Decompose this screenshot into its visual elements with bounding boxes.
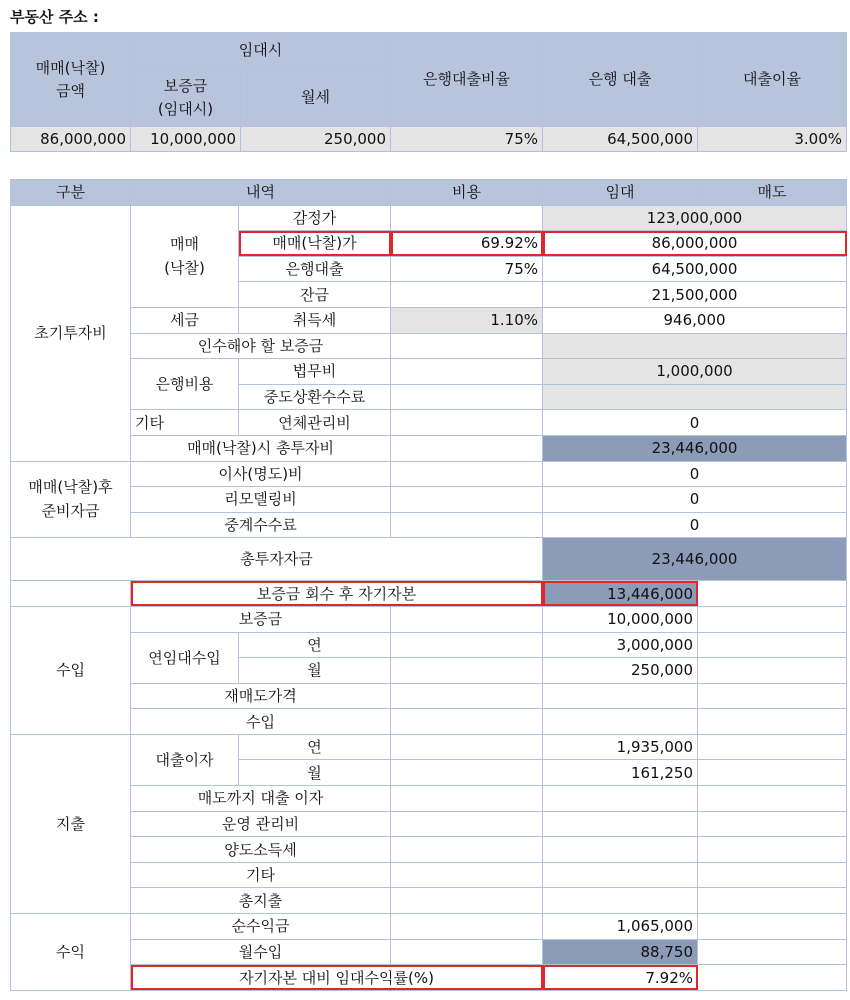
income-deposit-label: 보증금 xyxy=(131,606,391,632)
arrears-value: 0 xyxy=(543,410,847,436)
header-naeyeok: 내역 xyxy=(131,180,391,206)
arrears-label: 연체관리비 xyxy=(239,410,391,436)
group-annual-rent: 연임대수입 xyxy=(131,632,239,683)
expense-etc-cost xyxy=(391,862,543,888)
interest-until-sale-label: 매도까지 대출 이자 xyxy=(131,786,391,812)
remodel-value: 0 xyxy=(543,487,847,513)
early-repay-value xyxy=(543,384,847,410)
cap-gains-tax-value xyxy=(543,837,698,863)
legal-fee-value: 1,000,000 xyxy=(543,359,847,385)
expense-total-sale xyxy=(698,888,847,914)
rate-header: 대출이율 xyxy=(698,33,847,127)
group-income: 수입 xyxy=(11,606,131,734)
rate-value: 3.00% xyxy=(698,127,847,152)
page-title: 부동산 주소 : xyxy=(10,8,99,26)
cap-gains-tax-label: 양도소득세 xyxy=(131,837,391,863)
income-month-sale xyxy=(698,658,847,684)
net-profit-label: 순수익금 xyxy=(131,914,391,940)
interest-month-value: 161,250 xyxy=(543,760,698,786)
group-tax: 세금 xyxy=(131,307,239,333)
moving-label: 이사(명도)비 xyxy=(131,461,391,487)
roi-sale xyxy=(698,965,847,991)
equity-label: 보증금 회수 후 자기자본 xyxy=(131,581,543,607)
assumed-deposit-value xyxy=(543,333,847,359)
loan-value-main: 64,500,000 xyxy=(543,256,847,282)
net-profit-value: 1,065,000 xyxy=(543,914,698,940)
deposit-value: 10,000,000 xyxy=(131,127,241,152)
cap-gains-tax-sale xyxy=(698,837,847,863)
income-year-sale xyxy=(698,632,847,658)
interest-year-value: 1,935,000 xyxy=(543,734,698,760)
investment-table xyxy=(10,179,847,991)
interest-month-cost xyxy=(391,760,543,786)
brokerage-cost xyxy=(391,512,543,538)
resale-sale xyxy=(698,683,847,709)
net-profit-sale xyxy=(698,914,847,940)
header-gubun: 구분 xyxy=(11,180,131,206)
early-repay-cost xyxy=(391,384,543,410)
loan-header: 은행 대출 xyxy=(543,33,698,127)
income-year-value: 3,000,000 xyxy=(543,632,698,658)
price-value: 86,000,000 xyxy=(11,127,131,152)
balance-value: 21,500,000 xyxy=(543,282,847,308)
loan-ratio-value: 75% xyxy=(391,127,543,152)
lease-header: 임대시 xyxy=(131,33,391,69)
income-total-sale xyxy=(698,709,847,735)
remodel-cost xyxy=(391,487,543,513)
total-initial-label: 매매(낙찰)시 총투자비 xyxy=(131,435,391,461)
income-month-cost xyxy=(391,658,543,684)
early-repay-label: 중도상환수수료 xyxy=(239,384,391,410)
loan-label: 은행대출 xyxy=(239,256,391,282)
monthly-income-label: 월수입 xyxy=(131,939,391,965)
operating-sale xyxy=(698,811,847,837)
income-year-cost xyxy=(391,632,543,658)
price-header: 매매(낙찰) 금액 xyxy=(11,33,131,127)
operating-cost xyxy=(391,811,543,837)
total-invest-label: 총투자자금 xyxy=(11,538,543,581)
legal-fee-label: 법무비 xyxy=(239,359,391,385)
roi-value: 7.92% xyxy=(543,965,698,991)
group-profit: 수익 xyxy=(11,914,131,991)
expense-etc-label: 기타 xyxy=(131,862,391,888)
acq-tax-value: 946,000 xyxy=(543,307,847,333)
group-interest: 대출이자 xyxy=(131,734,239,785)
header-imdae: 임대 xyxy=(543,180,698,206)
interest-month-sale xyxy=(698,760,847,786)
summary-table xyxy=(10,32,847,152)
legal-fee-cost xyxy=(391,359,543,385)
monthly-income-value: 88,750 xyxy=(543,939,698,965)
total-initial-cost xyxy=(391,435,543,461)
interest-until-sale-value xyxy=(543,786,698,812)
expense-etc-sale xyxy=(698,862,847,888)
equity-blank xyxy=(11,581,131,607)
total-invest-value: 23,446,000 xyxy=(543,538,847,581)
appraisal-cost xyxy=(391,205,543,231)
income-deposit-cost xyxy=(391,606,543,632)
expense-etc-value xyxy=(543,862,698,888)
operating-label: 운영 관리비 xyxy=(131,811,391,837)
monthly-income-cost xyxy=(391,939,543,965)
roi-label: 자기자본 대비 임대수익률(%) xyxy=(131,965,543,991)
income-year-label: 연 xyxy=(239,632,391,658)
brokerage-value: 0 xyxy=(543,512,847,538)
loan-ratio-header: 은행대출비율 xyxy=(391,33,543,127)
income-total-cost xyxy=(391,709,543,735)
equity-sale xyxy=(698,581,847,607)
moving-cost xyxy=(391,461,543,487)
acq-tax-label: 취득세 xyxy=(239,307,391,333)
price-label: 매매(낙찰)가 xyxy=(239,231,391,257)
expense-total-value xyxy=(543,888,698,914)
remodel-label: 리모델링비 xyxy=(131,487,391,513)
monthly-income-sale xyxy=(698,939,847,965)
balance-label: 잔금 xyxy=(239,282,391,308)
loan-pct: 75% xyxy=(391,256,543,282)
operating-value xyxy=(543,811,698,837)
group-purchase: 매매 (낙찰) xyxy=(131,205,239,307)
group-initial: 초기투자비 xyxy=(11,205,131,461)
arrears-cost xyxy=(391,410,543,436)
income-month-value: 250,000 xyxy=(543,658,698,684)
expense-total-cost xyxy=(391,888,543,914)
resale-label: 재매도가격 xyxy=(131,683,391,709)
interest-month-label: 월 xyxy=(239,760,391,786)
price-pct: 69.92% xyxy=(391,231,543,257)
moving-value: 0 xyxy=(543,461,847,487)
equity-value: 13,446,000 xyxy=(543,581,698,607)
loan-value: 64,500,000 xyxy=(543,127,698,152)
income-deposit-value: 10,000,000 xyxy=(543,606,698,632)
assumed-deposit-label: 인수해야 할 보증금 xyxy=(131,333,391,359)
price-value-main: 86,000,000 xyxy=(543,231,847,257)
expense-total-label: 총지출 xyxy=(131,888,391,914)
balance-cost xyxy=(391,282,543,308)
income-month-label: 월 xyxy=(239,658,391,684)
interest-year-cost xyxy=(391,734,543,760)
income-total-value xyxy=(543,709,698,735)
rent-header: 월세 xyxy=(241,69,391,127)
group-expense: 지출 xyxy=(11,734,131,913)
rent-value: 250,000 xyxy=(241,127,391,152)
group-bank-cost: 은행비용 xyxy=(131,359,239,410)
acq-tax-pct: 1.10% xyxy=(391,307,543,333)
interest-until-sale-sale xyxy=(698,786,847,812)
header-maedo: 매도 xyxy=(698,180,847,206)
income-total-label: 수입 xyxy=(131,709,391,735)
resale-value xyxy=(543,683,698,709)
cap-gains-tax-cost xyxy=(391,837,543,863)
appraisal-label: 감정가 xyxy=(239,205,391,231)
assumed-deposit-cost xyxy=(391,333,543,359)
interest-year-sale xyxy=(698,734,847,760)
group-etc: 기타 xyxy=(131,410,239,436)
resale-cost xyxy=(391,683,543,709)
total-initial-value: 23,446,000 xyxy=(543,435,847,461)
header-biyong: 비용 xyxy=(391,180,543,206)
net-profit-cost xyxy=(391,914,543,940)
group-prep: 매매(낙찰)후 준비자금 xyxy=(11,461,131,538)
interest-until-sale-cost xyxy=(391,786,543,812)
brokerage-label: 중계수수료 xyxy=(131,512,391,538)
deposit-header: 보증금 (임대시) xyxy=(131,69,241,127)
interest-year-label: 연 xyxy=(239,734,391,760)
income-deposit-sale xyxy=(698,606,847,632)
appraisal-value: 123,000,000 xyxy=(543,205,847,231)
